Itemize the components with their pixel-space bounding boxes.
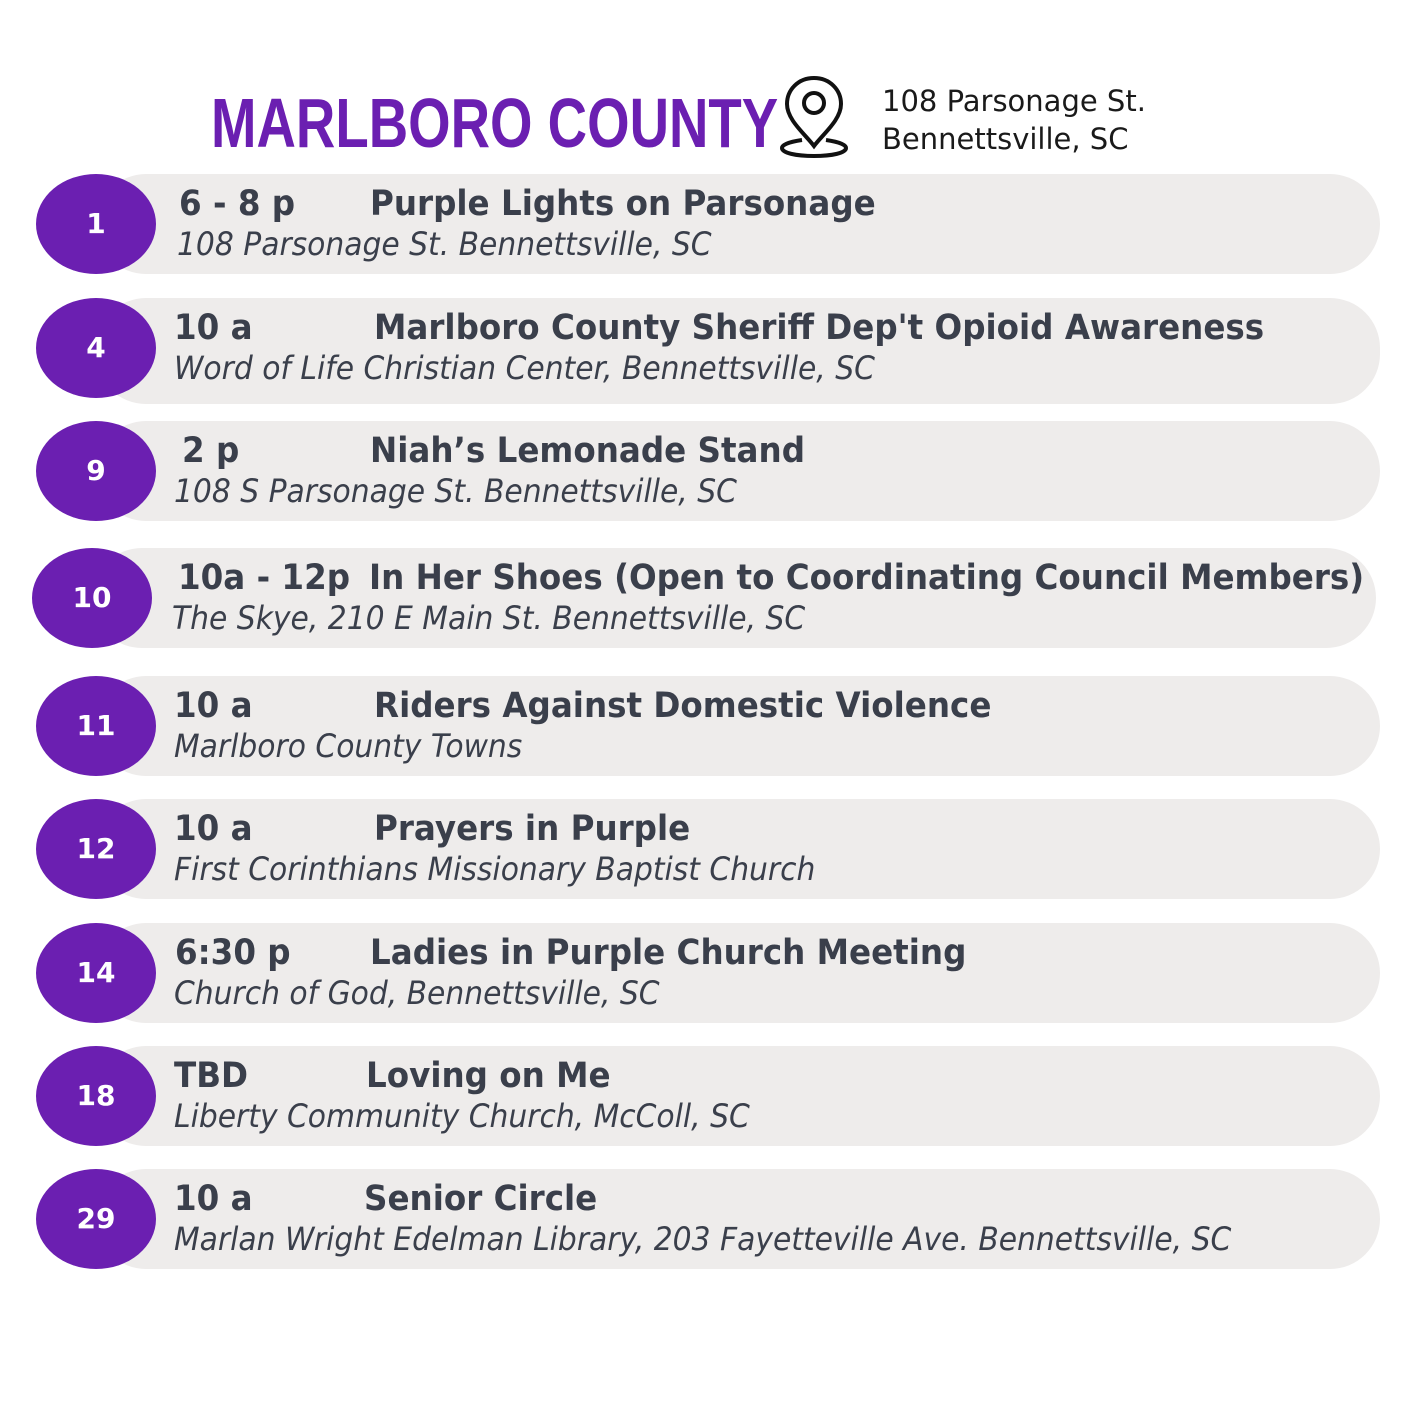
event-day-badge: 12 xyxy=(36,799,156,899)
event-day-badge: 11 xyxy=(36,676,156,776)
address-line-2: Bennettsville, SC xyxy=(882,122,1129,156)
event-day-badge: 18 xyxy=(36,1046,156,1146)
event-location: Word of Life Christian Center, Bennettsville, SC xyxy=(174,349,875,387)
event-location: Liberty Community Church, McColl, SC xyxy=(174,1097,750,1135)
event-location: Marlan Wright Edelman Library, 203 Fayetteville Ave. Bennettsville, SC xyxy=(174,1220,1232,1258)
event-location: The Skye, 210 E Main St. Bennettsville, SC xyxy=(172,599,806,637)
event-title: Prayers in Purple xyxy=(374,809,691,849)
event-row xyxy=(36,174,1380,274)
event-day-badge: 9 xyxy=(36,421,156,521)
event-row xyxy=(36,676,1380,776)
address-line-1: 108 Parsonage St. xyxy=(882,84,1146,118)
event-title: Riders Against Domestic Violence xyxy=(374,686,992,726)
event-time: 6:30 p xyxy=(175,933,291,973)
event-day-badge: 14 xyxy=(36,923,156,1023)
event-row xyxy=(36,1046,1380,1146)
event-time: 10 a xyxy=(174,809,253,849)
event-location: 108 S Parsonage St. Bennettsville, SC xyxy=(174,472,737,510)
event-location: Marlboro County Towns xyxy=(174,727,523,765)
event-location: Church of God, Bennettsville, SC xyxy=(174,974,660,1012)
event-time: 2 p xyxy=(182,431,240,471)
event-row xyxy=(36,799,1380,899)
event-title: In Her Shoes (Open to Coordinating Council Members) xyxy=(369,558,1365,598)
event-row xyxy=(36,421,1380,521)
event-title: Marlboro County Sheriff Dep't Opioid Awareness xyxy=(374,308,1265,348)
event-location: First Corinthians Missionary Baptist Church xyxy=(174,850,816,888)
event-row xyxy=(32,548,1376,648)
event-time: 10 a xyxy=(174,686,253,726)
event-time: 10 a xyxy=(174,308,253,348)
event-day-badge: 1 xyxy=(36,174,156,274)
page-title: MARLBORO COUNTY xyxy=(211,84,779,162)
event-time: TBD xyxy=(174,1056,249,1096)
event-title: Niah’s Lemonade Stand xyxy=(370,431,805,471)
event-time: 6 - 8 p xyxy=(179,184,296,224)
event-row xyxy=(36,1169,1380,1269)
event-title: Ladies in Purple Church Meeting xyxy=(370,933,967,973)
event-day-badge: 4 xyxy=(36,298,156,398)
event-title: Senior Circle xyxy=(364,1179,598,1219)
event-row xyxy=(36,298,1380,398)
event-time: 10a - 12p xyxy=(178,558,351,598)
event-title: Purple Lights on Parsonage xyxy=(370,184,876,224)
event-day-badge: 10 xyxy=(32,548,152,648)
event-row xyxy=(36,923,1380,1023)
event-time: 10 a xyxy=(174,1179,253,1219)
event-day-badge: 29 xyxy=(36,1169,156,1269)
event-title: Loving on Me xyxy=(366,1056,611,1096)
event-location: 108 Parsonage St. Bennettsville, SC xyxy=(177,225,712,263)
